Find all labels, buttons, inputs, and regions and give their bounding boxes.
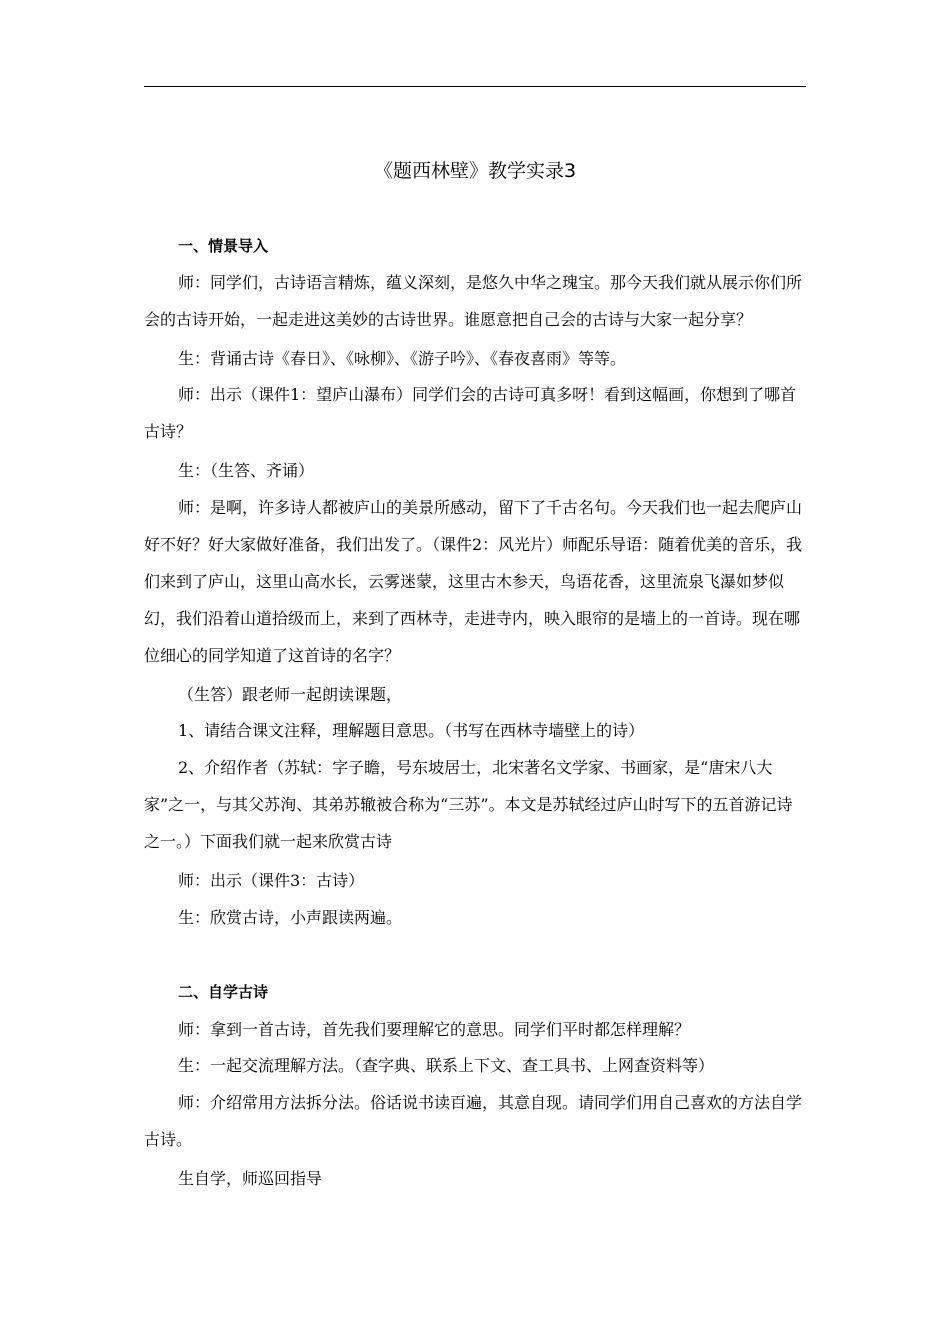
section-heading-1: 一、情景导入 [178, 237, 269, 255]
document-title: 《题西林壁》教学实录3 [373, 160, 577, 182]
paragraph: 生：（生答、齐诵） [178, 461, 315, 480]
paragraph: 师：介绍常用方法拆分法。俗话说书读百遍，其意自现。请同学们用自己喜欢的方法自学古诗。 [144, 1093, 803, 1149]
paragraph: 师：拿到一首古诗，首先我们要理解它的意思。同学们平时都怎样理解？ [178, 1020, 691, 1039]
paragraph: 生：一起交流理解方法。（查字典、联系上下文、查工具书、上网查资料等） [178, 1056, 715, 1075]
paragraph: 生自学，师巡回指导 [178, 1169, 323, 1188]
paragraph: 1、请结合课文注释，理解题目意思。（书写在西林寺墙壁上的诗） [178, 721, 645, 740]
paragraph: 师：同学们，古诗语言精炼，蕴义深刻，是悠久中华之瑰宝。那今天我们就从展示你们所会的古诗开始，一起走进这美妙的古诗世界。谁愿意把自己会的古诗与大家一起分享？ [144, 273, 803, 329]
paragraph: （生答）跟老师一起朗读课题， [178, 685, 403, 704]
paragraph: 生：背诵古诗《春日》、《咏柳》、《游子吟》、《春夜喜雨》等等。 [178, 349, 627, 368]
section-heading-2: 二、自学古诗 [178, 983, 269, 1001]
paragraph: 师：出示（课件3：古诗） [178, 871, 365, 890]
paragraph: 师：出示（课件1：望庐山瀑布）同学们会的古诗可真多呀！看到这幅画，你想到了哪首古诗？ [144, 385, 797, 441]
paragraph: 师：是啊，许多诗人都被庐山的美景所感动，留下了千古名句。今天我们也一起去爬庐山好不好？好大家做好准备，我们出发了。（课件2：风光片）师配乐导语：随着优美的音乐，我们来到了庐山，这里山高水长，云雾迷蒙，这里古木参天，鸟语花香，这里流泉飞瀑如梦似幻，我们沿着山道拾级而上，来到了西林寺，走进寺内，映入眼帘的是墙上的一首诗。现在哪位细心的同学知道了这首诗的名字？ [144, 498, 803, 665]
header-rule [144, 86, 806, 87]
paragraph: 生：欣赏古诗，小声跟读两遍。 [178, 908, 403, 927]
paragraph: 2、介绍作者（苏轼：字子瞻，号东坡居士，北宋著名文学家、书画家，是“唐宋八大家”之一，与其父苏洵、其弟苏辙被合称为“三苏”。本文是苏轼经过庐山时写下的五首游记诗之一。）下面我们就一起来欣赏古诗 [144, 758, 793, 851]
